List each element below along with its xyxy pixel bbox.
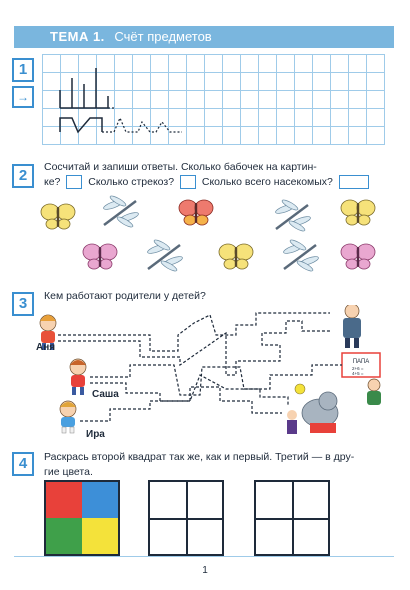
task-2-q3: Сколько всего насекомых? [201, 176, 333, 188]
butterfly-1 [41, 204, 75, 229]
task-4-line-2: гие цвета. [44, 466, 93, 478]
butterfly-4 [83, 244, 117, 269]
green-quadrant [46, 518, 82, 554]
task-2-line-1: Сосчитай и запиши ответы. Сколько бабочек на картин- [44, 161, 317, 173]
teacher-board [342, 353, 381, 405]
task-2-line-2 [44, 175, 394, 190]
page-number: 1 [202, 565, 208, 576]
dragonfly-1 [103, 195, 140, 229]
child-name-anya: Аня [36, 342, 56, 353]
task-2-text [44, 160, 394, 190]
task-1-number: 1 [12, 58, 34, 82]
arrow-icon: → [12, 86, 34, 108]
maze-picture [30, 305, 390, 445]
colored-square [44, 480, 120, 556]
dragonfly-3 [147, 238, 184, 273]
butterfly-5 [219, 244, 253, 269]
task-4-number: 4 [12, 452, 34, 476]
square-to-color-2[interactable] [254, 480, 330, 556]
board-text: ПАПА [352, 359, 370, 365]
yellow-quadrant [82, 518, 118, 554]
task-4-text [44, 450, 394, 480]
topic-title: Счёт предметов [114, 29, 212, 44]
task-4-line-1: Раскрась второй квадрат так же, как и первый. Третий — в дру- [44, 451, 355, 463]
dragonfly-2 [275, 198, 312, 233]
policeman [343, 305, 361, 348]
topic-number: ТЕМА 1. [50, 29, 105, 44]
insects-picture [30, 195, 390, 285]
task-3-number: 3 [12, 292, 34, 316]
board-sub1: 2+6 = [352, 366, 364, 371]
task-2-q1: ке? [44, 176, 61, 188]
square-to-color-1[interactable] [148, 480, 224, 556]
butterfly-6 [341, 244, 375, 269]
butterfly-3 [341, 200, 375, 225]
clown-elephant [287, 384, 338, 434]
child-ira [60, 401, 76, 433]
dragonfly-answer-box[interactable] [180, 175, 196, 189]
topic-header [14, 26, 394, 48]
task-1-pattern [42, 54, 384, 144]
divider [256, 518, 328, 520]
child-name-ira: Ира [86, 429, 105, 440]
child-name-sasha: Саша [92, 389, 119, 400]
task-2-q2: Сколько стрекоз? [88, 176, 175, 188]
footer-divider [14, 556, 394, 557]
task-3-question: Кем работают родители у детей? [44, 290, 206, 302]
butterfly-2 [179, 200, 213, 225]
blue-quadrant [82, 482, 118, 518]
total-answer-box[interactable] [339, 175, 369, 189]
red-quadrant [46, 482, 82, 518]
divider [150, 518, 222, 520]
dragonfly-4 [283, 238, 320, 273]
task-2-number: 2 [12, 164, 34, 188]
child-sasha [70, 359, 86, 395]
board-sub2: 4+5 = [352, 371, 364, 376]
butterfly-answer-box[interactable] [66, 175, 82, 189]
